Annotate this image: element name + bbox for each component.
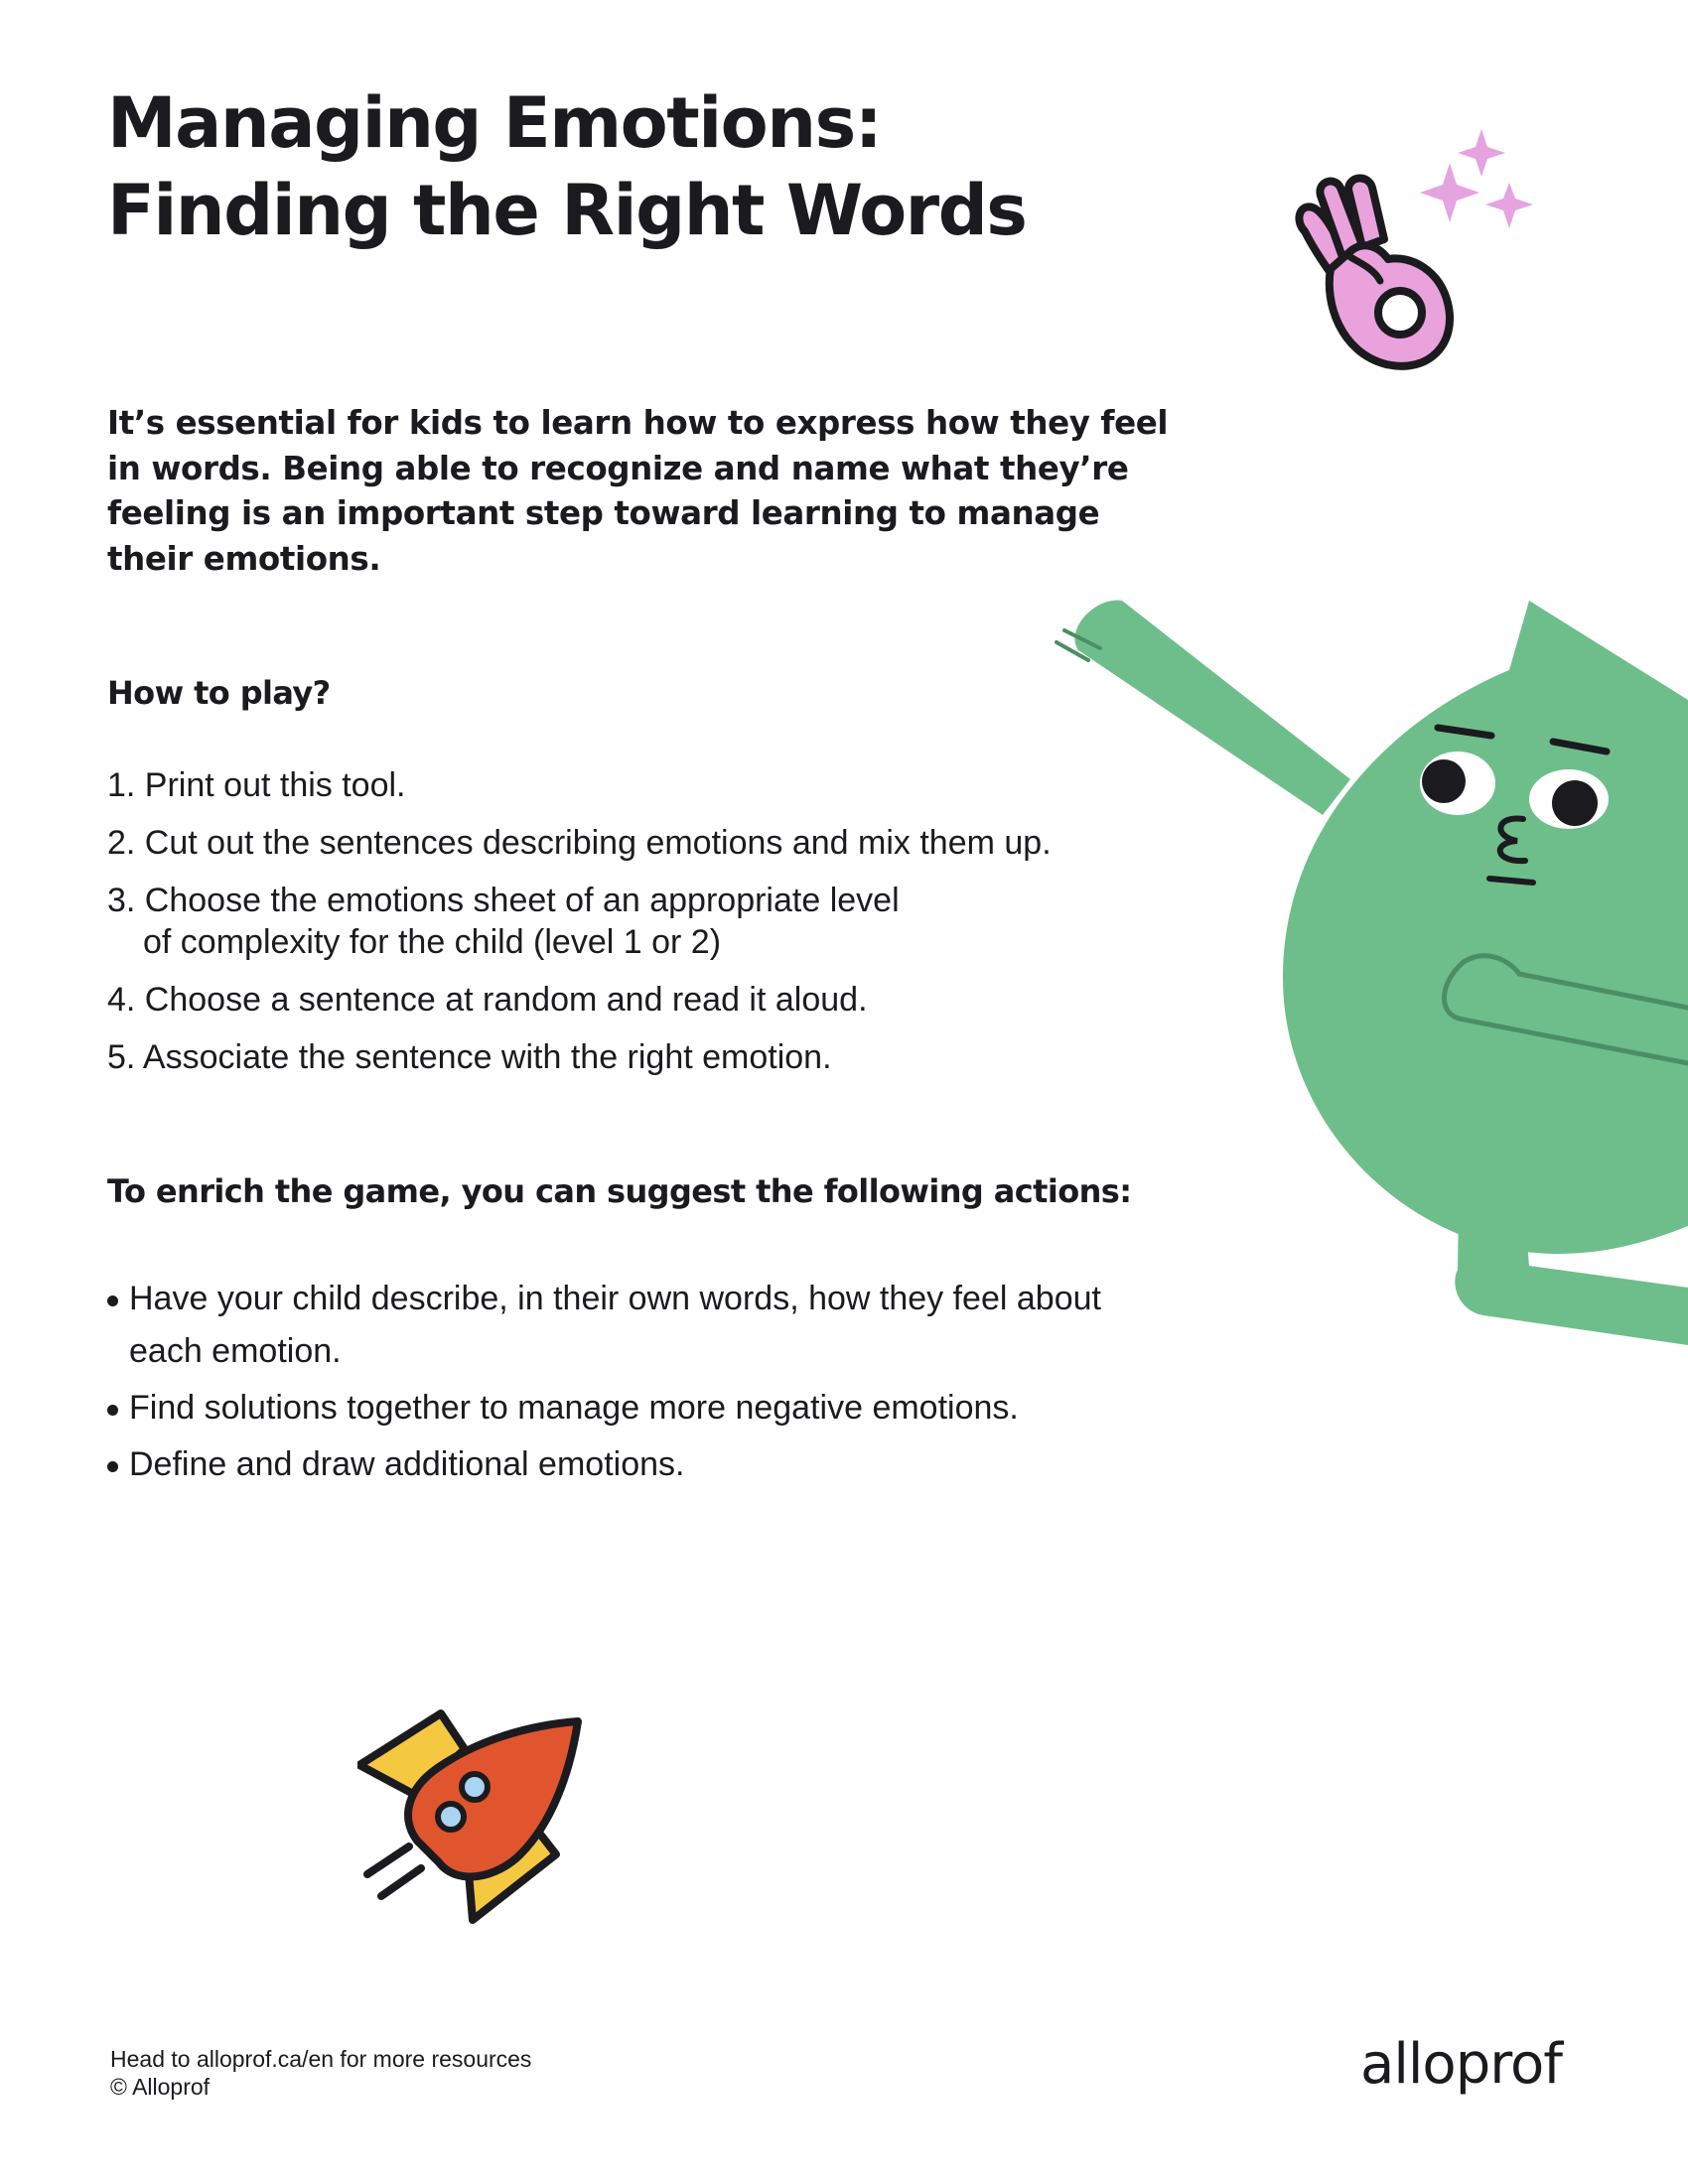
bullet-3-text: Define and draw additional emotions. [129, 1445, 685, 1483]
enrich-heading: To enrich the game, you can suggest the following actions: [107, 1172, 1132, 1210]
bullet-item [107, 1382, 1101, 1434]
enrich-list [107, 1273, 1101, 1495]
step-item [107, 764, 1052, 806]
step-item [107, 1036, 1052, 1078]
step-1-text: 1. Print out this tool. [107, 766, 406, 804]
step-5-text: 5. Associate the sentence with the right emotion. [107, 1038, 832, 1076]
step-item [107, 979, 1052, 1021]
alloprof-logo-text: alloprof [1360, 2032, 1563, 2097]
title-line-1: Managing Emotions: [107, 82, 882, 164]
how-to-play-heading: How to play? [107, 674, 331, 712]
intro-line-1: It’s essential for kids to learn how to express how they feel [107, 404, 1169, 442]
footer-resources-text: Head to alloprof.ca/en for more resources [110, 2046, 532, 2072]
title-line-2: Finding the Right Words [107, 170, 1027, 251]
rocket-icon [357, 1707, 586, 1931]
step-4-text: 4. Choose a sentence at random and read it aloud. [107, 981, 868, 1019]
bullet-2-text: Find solutions together to manage more negative emotions. [129, 1389, 1019, 1427]
alloprof-logo [1360, 2031, 1589, 2103]
step-3-text: 3. Choose the emotions sheet of an appropriate level [107, 882, 900, 919]
intro-line-3: feeling is an important step toward learning to manage [107, 494, 1100, 532]
footer [110, 2045, 531, 2101]
intro-line-2: in words. Being able to recognize and name what they’re [107, 449, 1129, 487]
green-character-illustration [1043, 591, 1688, 1355]
page-title [107, 79, 1026, 254]
step-3-continuation: of complexity for the child (level 1 or 2) [143, 923, 722, 961]
intro-paragraph [107, 401, 1169, 582]
footer-copyright: © Alloprof [110, 2074, 211, 2100]
step-item [107, 822, 1052, 864]
bullet-item [107, 1438, 1101, 1491]
step-2-text: 2. Cut out the sentences describing emotions and mix them up. [107, 824, 1052, 862]
intro-line-4: their emotions. [107, 539, 381, 578]
bullet-1-text: Have your child describe, in their own words, how they feel about [129, 1280, 1101, 1317]
bullet-1-continuation: each emotion. [129, 1332, 342, 1370]
sparkles-icon [1420, 129, 1539, 238]
bullet-item [107, 1273, 1101, 1378]
step-item [107, 880, 1052, 963]
steps-list [107, 764, 1052, 1094]
